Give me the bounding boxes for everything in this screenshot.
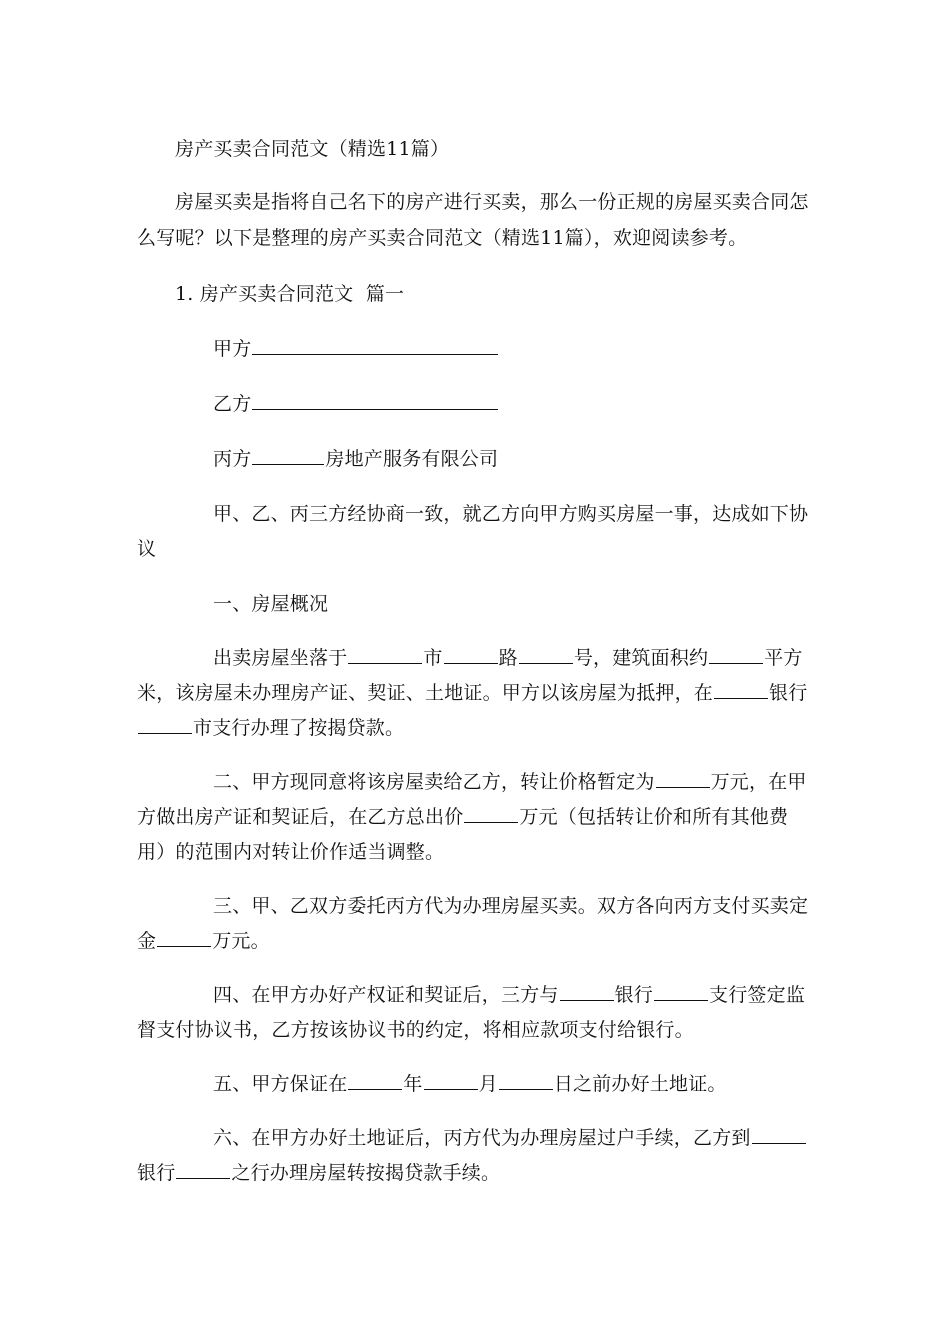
party-c-suffix: 房地产服务有限公司 [325,448,499,470]
bank-blank [714,681,768,699]
clause2-line-1 [213,770,807,794]
party-b-label: 乙方 [213,393,252,415]
clause5-text: 五、甲方保证在 [213,1073,348,1095]
road-blank [444,646,498,664]
clause2-text: 万元（包括转让价和所有其他费 [519,806,789,828]
clause1-text: 路 [498,647,518,669]
city-blank [348,646,422,664]
clause2-line-2 [137,805,788,829]
area-blank [709,646,763,664]
deposit-blank [157,929,211,947]
month-blank [424,1072,478,1090]
clause5-text: 日之前办好土地证。 [553,1073,727,1095]
clause3-line-1: 三、甲、乙双方委托丙方代为办理房屋买卖。双方各向丙方支付买卖定 [213,895,809,917]
clause6-text: 六、在甲方办好土地证后，丙方代为办理房屋过户手续，乙方到 [213,1127,751,1149]
clause1-line-3 [137,716,404,740]
party-a-blank [252,337,498,355]
number-blank [519,646,573,664]
clause3-text: 金 [137,930,157,952]
clause1-text: 市支行办理了按揭贷款。 [193,717,405,739]
day-blank [499,1072,553,1090]
clause1-text: 号，建筑面积约 [573,647,709,669]
intro-line-1: 房屋买卖是指将自己名下的房产进行买卖，那么一份正规的房屋买卖合同怎 [175,191,809,213]
year-blank [348,1072,402,1090]
clause5-text: 年 [403,1073,423,1095]
clause6-line-2 [137,1161,500,1185]
clause1-line-2 [137,681,807,705]
clause1-heading: 一、房屋概况 [213,593,329,615]
intro-line-2: 么写呢？以下是整理的房产买卖合同范文（精选11篇），欢迎阅读参考。 [137,227,748,249]
clause2-text: 方做出房产证和契证后，在乙方总出价 [137,806,464,828]
section-heading: 1. 房产买卖合同范文 篇一 [175,283,405,305]
clause4-text: 支行签定监 [709,984,806,1006]
clause3-line-2 [137,929,270,953]
clause1-text: 出卖房屋坐落于 [213,647,348,669]
party-a-line [213,337,499,361]
clause3-text: 万元。 [212,930,270,952]
clause6-text: 银行 [137,1162,176,1184]
party-c-line [213,447,498,471]
clause4-text: 四、在甲方办好产权证和契证后，三方与 [213,984,559,1006]
party-a-label: 甲方 [213,338,252,360]
agreement-intro-line-2: 议 [137,538,157,560]
clause1-text: 米，该房屋未办理房产证、契证、土地证。甲方以该房屋为抵押，在 [137,682,714,704]
sub-branch-blank [654,983,708,1001]
bank-name-blank [560,983,614,1001]
clause4-line-1 [213,983,805,1007]
clause2-text: 万元，在甲 [710,771,807,793]
clause4-line-2: 督支付协议书，乙方按该协议书的约定，将相应款项支付给银行。 [137,1019,694,1041]
clause1-text: 平方 [764,647,803,669]
total-price-blank [464,805,518,823]
clause6-branch-blank [176,1161,230,1179]
party-b-blank [252,392,498,410]
clause4-text: 银行 [614,984,654,1006]
branch-blank [138,716,192,734]
clause1-text: 银行 [769,682,808,704]
clause5-text: 月 [478,1073,498,1095]
clause5-line [213,1072,727,1096]
party-c-blank [252,447,324,465]
clause1-text: 市 [423,647,443,669]
clause6-line-1 [213,1126,807,1150]
clause6-bank-blank [752,1126,806,1144]
price-blank [656,770,710,788]
clause6-text: 之行办理房屋转按揭贷款手续。 [231,1162,501,1184]
document-title: 房产买卖合同范文（精选11篇） [175,138,450,160]
party-b-line [213,392,499,416]
party-c-label: 丙方 [213,448,252,470]
clause2-line-3: 用）的范围内对转让价作适当调整。 [137,841,445,863]
clause1-line-1 [213,646,803,670]
clause2-text: 二、甲方现同意将该房屋卖给乙方，转让价格暂定为 [213,771,655,793]
agreement-intro-line-1: 甲、乙、丙三方经协商一致，就乙方向甲方购买房屋一事，达成如下协 [213,503,809,525]
